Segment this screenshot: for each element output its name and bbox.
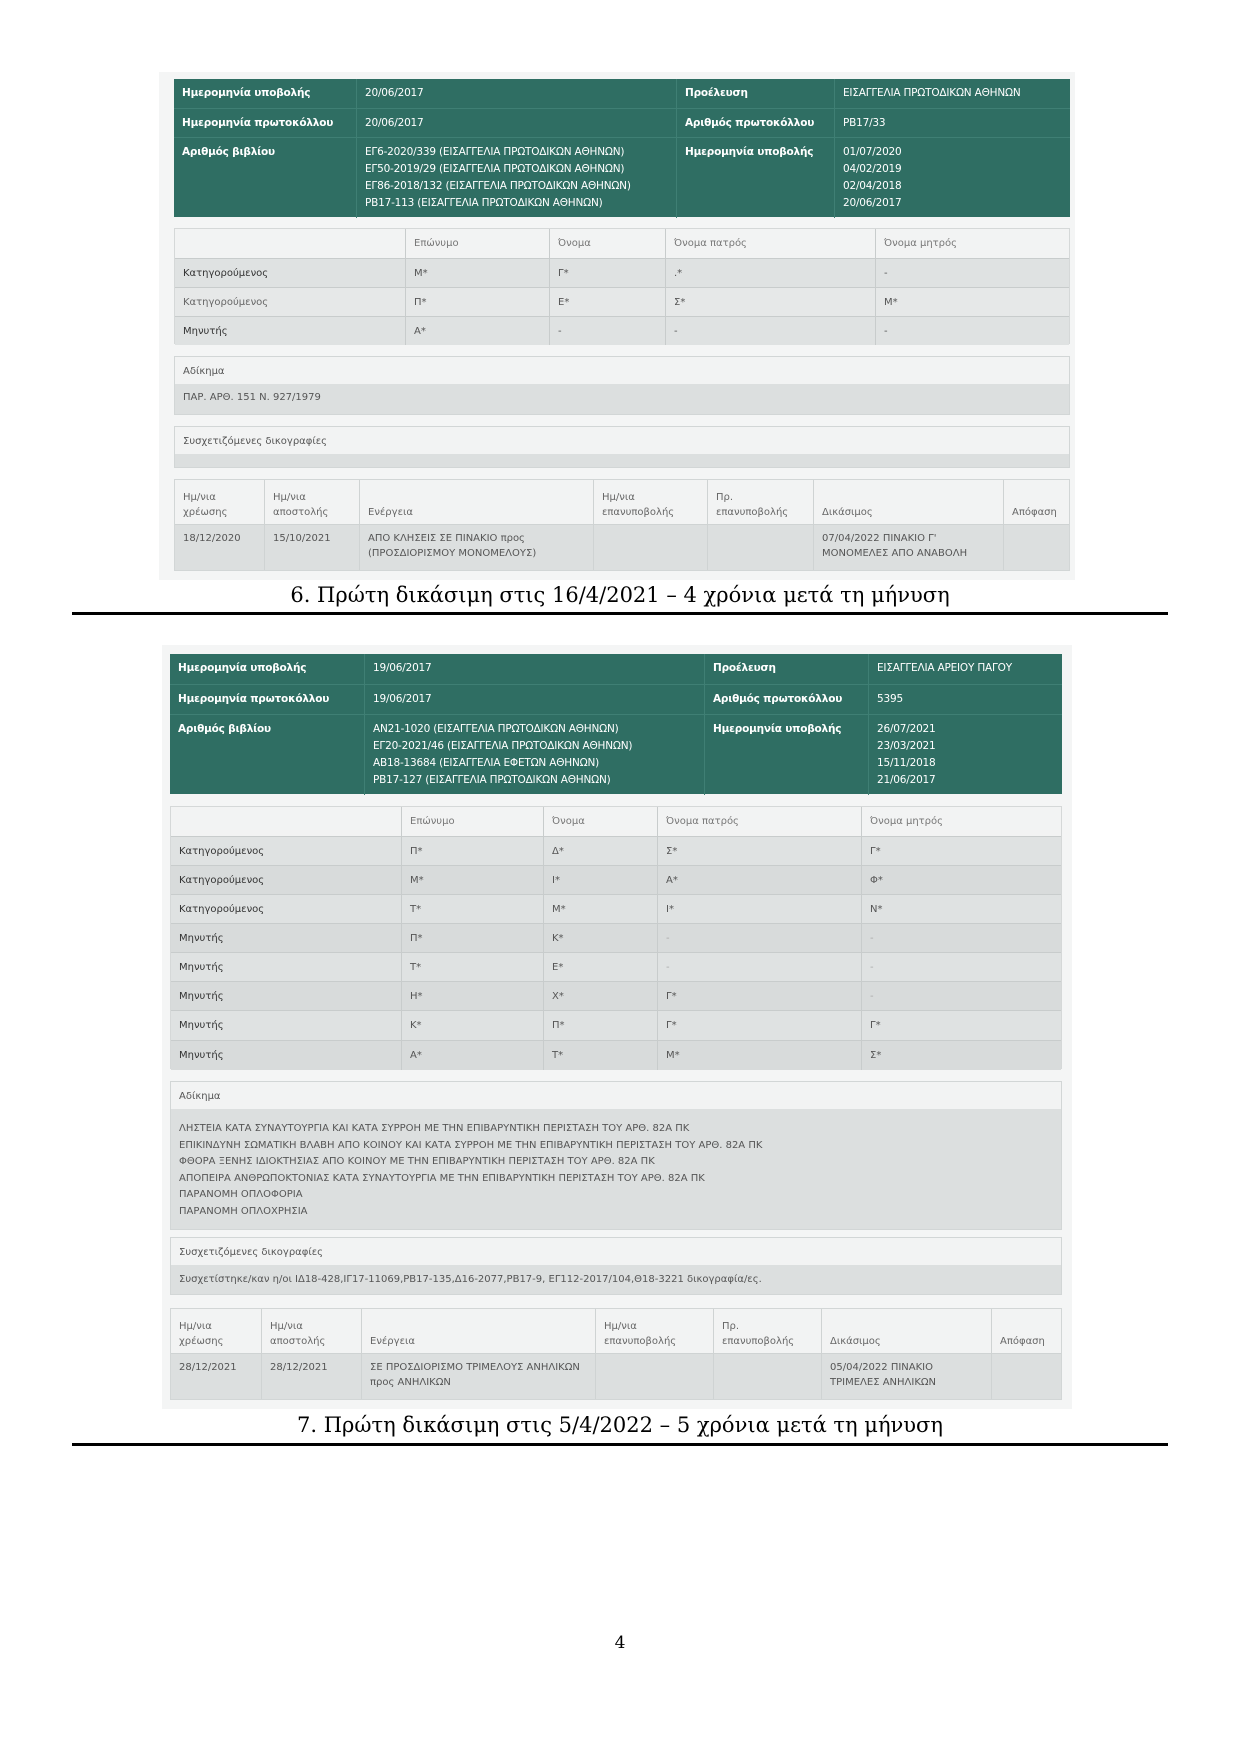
person-name: Δ*	[543, 837, 657, 865]
persons-header-row	[175, 229, 1069, 258]
offense-title: Αδίκημα	[171, 1082, 1061, 1111]
page-number: 4	[614, 1633, 626, 1653]
history-header-row	[171, 1309, 1061, 1355]
person-surname: Μ*	[401, 866, 543, 894]
header-value: 26/07/2021 23/03/2021 15/11/2018 21/06/2017	[868, 715, 1062, 795]
header-label: Αριθμός πρωτοκόλλου	[704, 685, 868, 715]
offense-line: ΑΠΟΠΕΙΡΑ ΑΝΘΡΩΠΟΚΤΟΝΙΑΣ ΚΑΤΑ ΣΥΝΑΥΤΟΥΡΓΙΑ ΜΕ ΤΗΝ ΕΠΙΒΑΡΥΝΤΙΚΗ ΠΕΡΙΣΤΑΣΗ ΤΟΥ ΑΡΘ. 82Α ΠΚ	[179, 1172, 705, 1184]
person-surname: Α*	[401, 1041, 543, 1070]
person-name: -	[549, 317, 665, 345]
table-row	[171, 1010, 1061, 1040]
decision	[991, 1354, 1063, 1399]
send-date: 28/12/2021	[261, 1354, 361, 1399]
header-row	[170, 684, 1062, 715]
offense-line: ΠΑΡ. ΑΡΘ. 151 Ν. 927/1979	[183, 392, 321, 403]
person-name: Τ*	[543, 1041, 657, 1070]
header-value: ΑΝ21-1020 (ΕΙΣΑΓΓΕΛΙΑ ΠΡΩΤΟΔΙΚΩΝ ΑΘΗΝΩΝ) ΕΓ20-2021/46 (ΕΙΣΑΓΓΕΛΙΑ ΠΡΩΤΟΔΙΚΩΝ ΑΘΗΝΩΝ) ΑΒ18-13684 (ΕΙΣΑΓΓΕΛΙΑ ΕΦΕΤΩΝ ΑΘΗΝΩΝ) ΡΒ17-127 (ΕΙΣΑΓΓΕΛΙΑ ΠΡΩΤΟΔΙΚΩΝ ΑΘΗΝΩΝ)	[364, 715, 704, 795]
header-row	[174, 79, 1070, 108]
separator-line	[72, 1443, 1168, 1446]
col-header: Όνομα μητρός	[875, 229, 1071, 258]
separator-line	[72, 612, 1168, 615]
persons-table	[174, 228, 1070, 344]
person-mother: Γ*	[861, 1011, 1063, 1040]
table-row	[175, 316, 1069, 345]
col-header: Όνομα	[543, 807, 657, 836]
table-row	[171, 1040, 1061, 1070]
person-father: Ι*	[657, 895, 861, 923]
resubmit-date	[593, 525, 707, 570]
person-name: Π*	[543, 1011, 657, 1040]
offense-body	[175, 384, 1069, 414]
header-row	[174, 108, 1070, 138]
related-cases-title: Συσχετιζόμενες δικογραφίες	[171, 1238, 1061, 1267]
person-role: Μηνυτής	[183, 325, 228, 337]
col-header: Απόφαση	[991, 1309, 1063, 1355]
related-cases-body	[171, 1265, 1061, 1294]
offense-line: ΠΑΡΑΝΟΜΗ ΟΠΛΟΧΡΗΣΙΑ	[179, 1205, 308, 1217]
person-father: .*	[665, 259, 875, 287]
history-header-row	[175, 480, 1069, 526]
header-label: Αριθμός βιβλίου	[178, 723, 271, 735]
person-role: Κατηγορούμενος	[179, 903, 265, 915]
col-header: Επώνυμο	[405, 229, 549, 258]
col-header: Πρ. επανυποβολής	[713, 1309, 821, 1355]
header-value: 19/06/2017	[364, 685, 704, 715]
case-header-panel	[170, 654, 1062, 794]
person-role: Κατηγορούμενος	[179, 874, 265, 886]
person-father: Γ*	[657, 982, 861, 1010]
hearing-date: 05/04/2022 ΠΙΝΑΚΙΟ ΤΡΙΜΕΛΕΣ ΑΝΗΛΙΚΩΝ	[821, 1354, 991, 1399]
header-label: Ημερομηνία πρωτοκόλλου	[182, 117, 334, 129]
person-surname: Α*	[405, 317, 549, 345]
person-role: Κατηγορούμενος	[183, 267, 269, 279]
offense-box	[170, 1081, 1062, 1230]
history-table	[170, 1308, 1062, 1400]
person-mother: Γ*	[861, 837, 1063, 865]
header-label: Προέλευση	[704, 654, 868, 684]
col-header: Ημ/νια αποστολής	[261, 1309, 361, 1355]
header-value: ΕΓ6-2020/339 (ΕΙΣΑΓΓΕΛΙΑ ΠΡΩΤΟΔΙΚΩΝ ΑΘΗΝΩΝ) ΕΓ50-2019/29 (ΕΙΣΑΓΓΕΛΙΑ ΠΡΩΤΟΔΙΚΩΝ ΑΘΗΝΩΝ) ΕΓ86-2018/132 (ΕΙΣΑΓΓΕΛΙΑ ΠΡΩΤΟΔΙΚΩΝ ΑΘΗΝΩΝ) ΡΒ17-113 (ΕΙΣΑΓΓΕΛΙΑ ΠΡΩΤΟΔΙΚΩΝ ΑΘΗΝΩΝ)	[356, 138, 676, 218]
offense-body	[171, 1109, 1061, 1229]
header-row	[170, 654, 1062, 684]
person-surname: Κ*	[401, 1011, 543, 1040]
person-name: Ι*	[543, 866, 657, 894]
table-row	[171, 836, 1061, 865]
person-name: Χ*	[543, 982, 657, 1010]
col-header: Ενέργεια	[361, 1309, 595, 1355]
person-mother: -	[861, 982, 1063, 1010]
person-father: -	[657, 953, 861, 981]
charge-date: 28/12/2021	[179, 1362, 237, 1373]
col-header: Ημ/νια χρέωσης	[183, 492, 228, 518]
header-value: 01/07/2020 04/02/2019 02/04/2018 20/06/2017	[834, 138, 1070, 218]
person-father: Γ*	[657, 1011, 861, 1040]
resubmit-number	[713, 1354, 821, 1399]
person-mother: -	[861, 924, 1063, 952]
person-father: -	[657, 924, 861, 952]
person-mother: -	[861, 953, 1063, 981]
person-father: Α*	[657, 866, 861, 894]
header-label: Ημερομηνία πρωτοκόλλου	[178, 693, 330, 705]
table-row	[171, 952, 1061, 981]
person-mother: Φ*	[861, 866, 1063, 894]
related-cases-box	[170, 1237, 1062, 1295]
table-row	[171, 894, 1061, 923]
header-label: Ημερομηνία υποβολής	[676, 138, 834, 218]
person-father: Σ*	[657, 837, 861, 865]
figure-caption: 7. Πρώτη δικάσιμη στις 5/4/2022 – 5 χρόνια μετά τη μήνυση	[297, 1413, 943, 1437]
person-surname: Τ*	[401, 953, 543, 981]
persons-table	[170, 806, 1062, 1069]
person-name: Γ*	[549, 259, 665, 287]
person-name: Μ*	[543, 895, 657, 923]
table-row	[171, 923, 1061, 952]
person-mother: Σ*	[861, 1041, 1063, 1070]
person-role: Μηνυτής	[179, 961, 224, 973]
person-role: Μηνυτής	[179, 990, 224, 1002]
offense-line: ΠΑΡΑΝΟΜΗ ΟΠΛΟΦΟΡΙΑ	[179, 1189, 303, 1200]
person-role: Κατηγορούμενος	[179, 845, 265, 857]
col-header: Όνομα πατρός	[657, 807, 861, 836]
col-header: Επώνυμο	[401, 807, 543, 836]
header-label: Ημερομηνία υποβολής	[704, 715, 868, 795]
send-date: 15/10/2021	[264, 525, 359, 570]
table-row	[175, 287, 1069, 316]
person-mother: -	[875, 259, 1071, 287]
offense-box	[174, 356, 1070, 415]
col-header: Όνομα	[549, 229, 665, 258]
header-value: 5395	[868, 685, 1062, 715]
col-header: Ημ/νια χρέωσης	[179, 1321, 224, 1347]
col-header: Ενέργεια	[359, 480, 593, 526]
history-table	[174, 479, 1070, 571]
offense-line: ΦΘΟΡΑ ΞΕΝΗΣ ΙΔΙΟΚΤΗΣΙΑΣ ΑΠΟ ΚΟΙΝΟΥ ΜΕ ΤΗΝ ΕΠΙΒΑΡΥΝΤΙΚΗ ΠΕΡΙΣΤΑΣΗ ΤΟΥ ΑΡΘ. 82Α ΠΚ	[179, 1156, 655, 1167]
related-cases-box	[174, 426, 1070, 468]
header-value: ΡΒ17/33	[834, 109, 1070, 138]
person-surname: Τ*	[401, 895, 543, 923]
col-header: Όνομα πατρός	[665, 229, 875, 258]
table-row	[171, 865, 1061, 894]
table-row	[175, 258, 1069, 287]
col-header: Δικάσιμος	[813, 480, 1003, 526]
header-row	[170, 714, 1062, 795]
col-header: Ημ/νια επανυποβολής	[595, 1309, 713, 1355]
person-role: Μηνυτής	[179, 1050, 224, 1061]
person-role: Μηνυτής	[179, 932, 224, 944]
col-header: Όνομα μητρός	[861, 807, 1063, 836]
persons-header-row	[171, 807, 1061, 836]
action: ΣΕ ΠΡΟΣΔΙΟΡΙΣΜΟ ΤΡΙΜΕΛΟΥΣ ΑΝΗΛΙΚΩΝ προς ΑΝΗΛΙΚΩΝ	[361, 1354, 595, 1399]
header-value: 20/06/2017	[356, 79, 676, 108]
person-name: Ε*	[549, 288, 665, 316]
related-cases-body	[175, 454, 1069, 467]
col-header: Πρ. επανυποβολής	[707, 480, 813, 526]
resubmit-date	[595, 1354, 713, 1399]
header-value: 20/06/2017	[356, 109, 676, 138]
col-header: Ημ/νια αποστολής	[264, 480, 359, 526]
person-name: Κ*	[543, 924, 657, 952]
related-cases-line: Συσχετίστηκε/καν η/οι ΙΔ18-428,ΙΓ17-11069,ΡΒ17-135,Δ16-2077,ΡΒ17-9, ΕΓ112-2017/104,Θ18-3221 δικογραφία/ες.	[179, 1274, 762, 1285]
person-mother: Ν*	[861, 895, 1063, 923]
person-role: Μηνυτής	[179, 1020, 224, 1031]
person-name: Ε*	[543, 953, 657, 981]
person-mother: Μ*	[875, 288, 1071, 316]
person-surname: Μ*	[405, 259, 549, 287]
header-label: Προέλευση	[676, 79, 834, 108]
col-header	[175, 229, 405, 258]
header-label: Αριθμός πρωτοκόλλου	[676, 109, 834, 138]
related-cases-title: Συσχετιζόμενες δικογραφίες	[175, 427, 1069, 456]
person-mother: -	[875, 317, 1071, 345]
resubmit-number	[707, 525, 813, 570]
person-surname: Π*	[401, 837, 543, 865]
header-row	[174, 137, 1070, 218]
col-header: Δικάσιμος	[821, 1309, 991, 1355]
col-header	[171, 807, 401, 836]
col-header: Ημ/νια επανυποβολής	[593, 480, 707, 526]
person-surname: Π*	[401, 924, 543, 952]
header-value: ΕΙΣΑΓΓΕΛΙΑ ΑΡΕΙΟΥ ΠΑΓΟΥ	[868, 654, 1062, 684]
person-father: -	[665, 317, 875, 345]
header-label: Αριθμός βιβλίου	[182, 146, 275, 158]
offense-line: ΕΠΙΚΙΝΔΥΝΗ ΣΩΜΑΤΙΚΗ ΒΛΑΒΗ ΑΠΟ ΚΟΙΝΟΥ ΚΑΙ ΚΑΤΑ ΣΥΡΡΟΗ ΜΕ ΤΗΝ ΕΠΙΒΑΡΥΝΤΙΚΗ ΠΕΡΙΣΤΑΣΗ ΤΟΥ ΑΡΘ. 82Α ΠΚ	[179, 1139, 763, 1151]
hearing-date: 07/04/2022 ΠΙΝΑΚΙΟ Γ' ΜΟΝΟΜΕΛΕΣ ΑΠΟ ΑΝΑΒΟΛΗ	[813, 525, 1003, 570]
person-surname: Η*	[401, 982, 543, 1010]
figure-caption: 6. Πρώτη δικάσιμη στις 16/4/2021 – 4 χρόνια μετά τη μήνυση	[290, 583, 950, 607]
offense-line: ΛΗΣΤΕΙΑ ΚΑΤΑ ΣΥΝΑΥΤΟΥΡΓΙΑ ΚΑΙ ΚΑΤΑ ΣΥΡΡΟΗ ΜΕ ΤΗΝ ΕΠΙΒΑΡΥΝΤΙΚΗ ΠΕΡΙΣΤΑΣΗ ΤΟΥ ΑΡΘ. 82Α ΠΚ	[179, 1123, 690, 1134]
person-father: Σ*	[665, 288, 875, 316]
person-role: Κατηγορούμενος	[183, 296, 269, 308]
col-header: Απόφαση	[1003, 480, 1071, 526]
person-surname: Π*	[405, 288, 549, 316]
person-father: Μ*	[657, 1041, 861, 1070]
case-header-panel	[174, 79, 1070, 217]
table-row	[171, 1353, 1061, 1399]
charge-date: 18/12/2020	[183, 533, 241, 544]
header-label: Ημερομηνία υποβολής	[182, 87, 311, 99]
table-row	[175, 524, 1069, 570]
header-label: Ημερομηνία υποβολής	[178, 662, 307, 674]
decision	[1003, 525, 1071, 570]
offense-title: Αδίκημα	[175, 357, 1069, 386]
header-value: ΕΙΣΑΓΓΕΛΙΑ ΠΡΩΤΟΔΙΚΩΝ ΑΘΗΝΩΝ	[834, 79, 1070, 108]
action: ΑΠΟ ΚΛΗΣΕΙΣ ΣΕ ΠΙΝΑΚΙΟ προς (ΠΡΟΣΔΙΟΡΙΣΜΟΥ ΜΟΝΟΜΕΛΟΥΣ)	[359, 525, 593, 570]
table-row	[171, 981, 1061, 1010]
header-value: 19/06/2017	[364, 654, 704, 684]
